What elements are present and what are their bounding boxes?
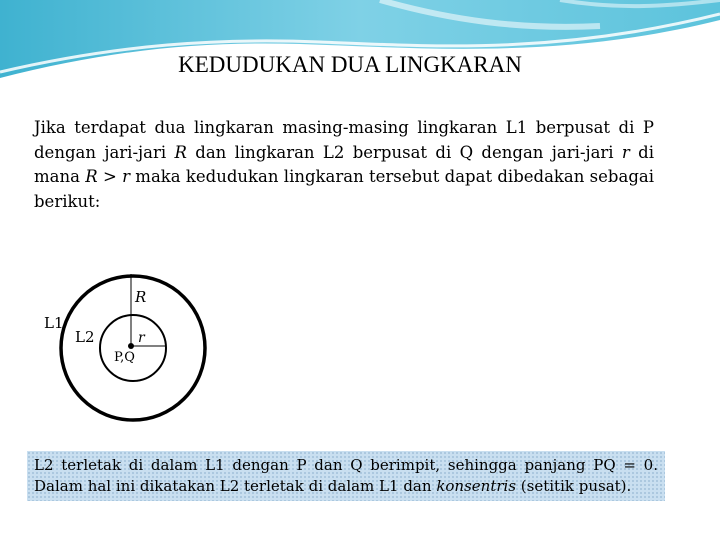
radius-R-term: R bbox=[174, 142, 187, 162]
label-r: r bbox=[138, 330, 145, 346]
label-R: R bbox=[135, 288, 147, 306]
concentric-circles-diagram bbox=[0, 270, 720, 440]
caption-text-2: (setitik pusat). bbox=[516, 477, 632, 495]
caption-text-1: L2 terletak di dalam L1 dengan P dan Q berimpit, sehingga panjang PQ = 0. Dalam hal ini dikatakan L2 terletak di dalam L1 dan bbox=[34, 456, 658, 495]
caption-text bbox=[34, 455, 658, 497]
intro-text-4: maka kedudukan lingkaran tersebut dapat dibedakan sebagai berikut: bbox=[34, 167, 654, 211]
intro-text-3: di mana bbox=[34, 142, 654, 186]
label-center: P,Q bbox=[114, 350, 135, 365]
intro-text-1: Jika terdapat dua lingkaran masing-masing lingkaran L1 berpusat di P dengan jari-jari bbox=[34, 118, 654, 162]
label-L1: L1 bbox=[44, 314, 64, 332]
compare-operator: > bbox=[97, 167, 123, 186]
compare-R-term: R bbox=[85, 167, 98, 186]
intro-paragraph bbox=[34, 116, 654, 214]
center-point bbox=[128, 343, 134, 349]
konsentris-term: konsentris bbox=[436, 477, 517, 495]
caption-box bbox=[27, 451, 665, 501]
label-L2: L2 bbox=[75, 328, 95, 346]
compare-r-term: r bbox=[122, 167, 130, 186]
intro-text-2: dan lingkaran L2 berpusat di Q dengan jari-jari bbox=[186, 142, 622, 162]
radius-r-term: r bbox=[621, 142, 630, 162]
slide-title: KEDUDUKAN DUA LINGKARAN bbox=[178, 52, 522, 77]
